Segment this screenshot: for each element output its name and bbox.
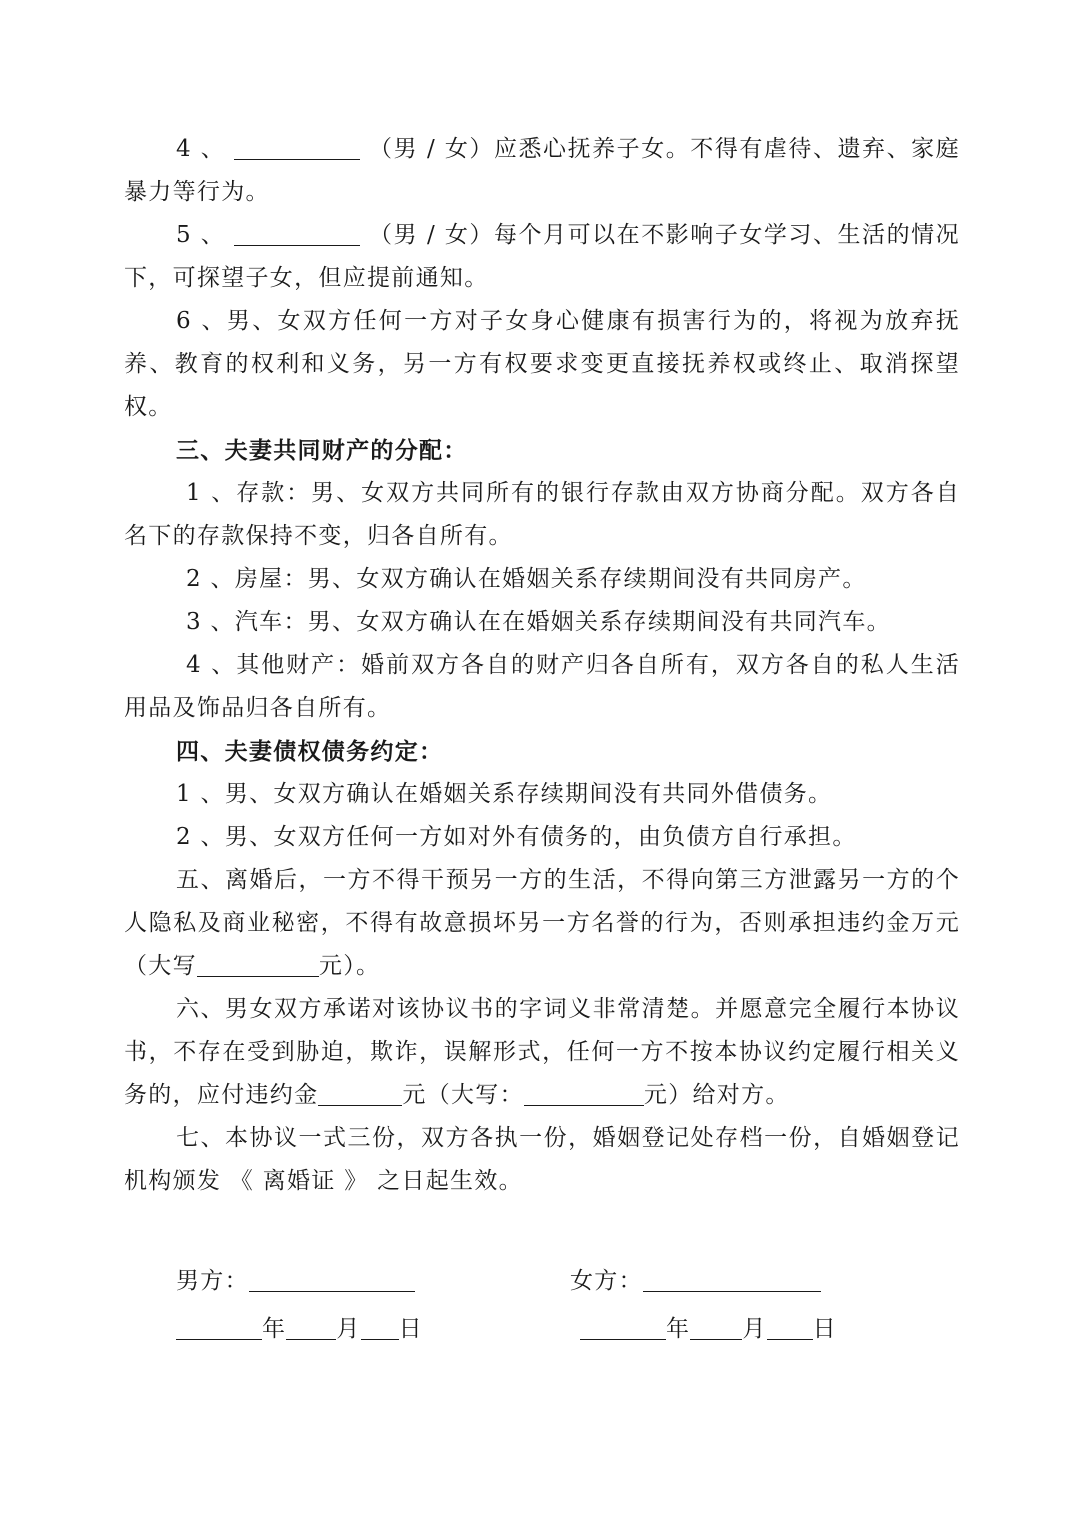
year-blank[interactable] (580, 1313, 666, 1340)
clause-4: 4 、 （男 / 女）应悉心抚养子女。不得有虐待、遗弃、家庭暴力等行为。 (124, 128, 960, 214)
male-signature: 男方： (176, 1262, 415, 1295)
month-blank[interactable] (286, 1313, 336, 1340)
blank-field[interactable] (524, 1079, 644, 1106)
section-3-heading: 三、夫妻共同财产的分配： (176, 437, 468, 464)
signature-name-row (176, 1262, 896, 1310)
blank-field[interactable] (318, 1079, 402, 1106)
clause-3-1: 1 、存款：男、女双方共同所有的银行存款由双方协商分配。双方各自名下的存款保持不变，归各自所有。 (124, 480, 960, 549)
signature-date-row (176, 1310, 896, 1358)
clause-6: 6 、男、女双方任何一方对子女身心健康有损害行为的，将视为放弃抚养、教育的权利和义务，另一方有权要求变更直接抚养权或终止、取消探望权。 (124, 308, 960, 420)
clause-3-3: 3 、汽车：男、女双方确认在在婚姻关系存续期间没有共同汽车。 (186, 609, 891, 635)
female-date: 年 月 日 (580, 1310, 837, 1343)
day-blank[interactable] (361, 1313, 399, 1340)
agreement-body (124, 128, 960, 1203)
year-blank[interactable] (176, 1313, 262, 1340)
month-blank[interactable] (690, 1313, 742, 1340)
blank-field[interactable] (197, 950, 319, 977)
signature-area (176, 1262, 896, 1358)
blank-field[interactable] (234, 219, 360, 246)
section-7: 七、本协议一式三份，双方各执一份，婚姻登记处存档一份，自婚姻登记机构颁发 《 离婚证 》 之日起生效。 (124, 1125, 960, 1194)
clause-4-2: 2 、男、女双方任何一方如对外有债务的，由负债方自行承担。 (176, 824, 857, 850)
section-5: 五、离婚后，一方不得干预另一方的生活，不得向第三方泄露另一方的个人隐私及商业秘密，不得有故意损坏另一方名誉的行为，否则承担违约金万元（大写 元）。 (124, 867, 960, 979)
clause-3-4: 4 、其他财产：婚前双方各自的财产归各自所有，双方各自的私人生活用品及饰品归各自所有。 (124, 652, 960, 721)
female-name-blank[interactable] (643, 1265, 821, 1292)
section-6: 六、男女双方承诺对该协议书的字词义非常清楚。并愿意完全履行本协议书，不存在受到胁迫，欺诈，误解形式，任何一方不按本协议约定履行相关义务的，应付违约金 元（大写： 元）给对方。 (124, 996, 960, 1108)
section-4-heading: 四、夫妻债权债务约定： (176, 738, 444, 765)
clause-4-1: 1 、男、女双方确认在婚姻关系存续期间没有共同外借债务。 (176, 781, 833, 807)
male-date: 年 月 日 (176, 1310, 423, 1343)
clause-3-2: 2 、房屋：男、女双方确认在婚姻关系存续期间没有共同房产。 (186, 566, 867, 592)
blank-field[interactable] (234, 133, 360, 160)
male-name-blank[interactable] (249, 1265, 415, 1292)
day-blank[interactable] (767, 1313, 813, 1340)
female-signature: 女方： (570, 1262, 821, 1295)
clause-5: 5 、 （男 / 女）每个月可以在不影响子女学习、生活的情况下，可探望子女，但应提前通知。 (124, 214, 960, 300)
